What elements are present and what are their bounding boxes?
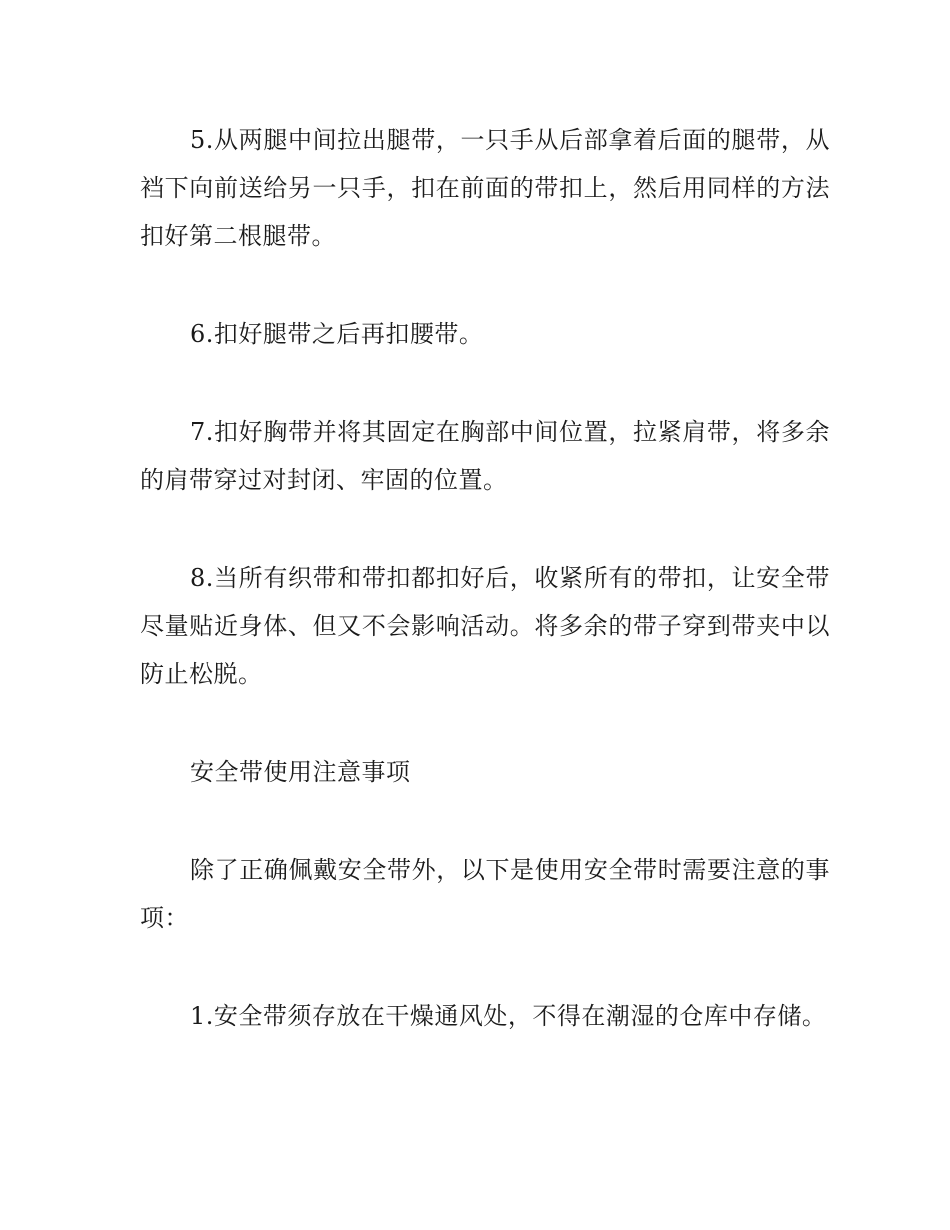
paragraph-step-8: 8.当所有织带和带扣都扣好后，收紧所有的带扣，让安全带尽量贴近身体、但又不会影响活动。将多余的带子穿到带夹中以防止松脱。 [140, 564, 830, 688]
paragraph-intro: 除了正确佩戴安全带外，以下是使用安全带时需要注意的事项： [140, 856, 830, 932]
paragraph-step-5: 5.从两腿中间拉出腿带，一只手从后部拿着后面的腿带，从裆下向前送给另一只手，扣在前面的带扣上，然后用同样的方法扣好第二根腿带。 [140, 126, 830, 250]
paragraph-note-1: 1.安全带须存放在干燥通风处，不得在潮湿的仓库中存储。 [190, 1002, 827, 1030]
paragraph-step-7: 7.扣好胸带并将其固定在胸部中间位置，拉紧肩带，将多余的肩带穿过对封闭、牢固的位置。 [140, 418, 830, 494]
document-page [140, 116, 830, 1090]
section-heading: 安全带使用注意事项 [190, 758, 411, 786]
paragraph-step-6: 6.扣好腿带之后再扣腰带。 [190, 320, 484, 348]
